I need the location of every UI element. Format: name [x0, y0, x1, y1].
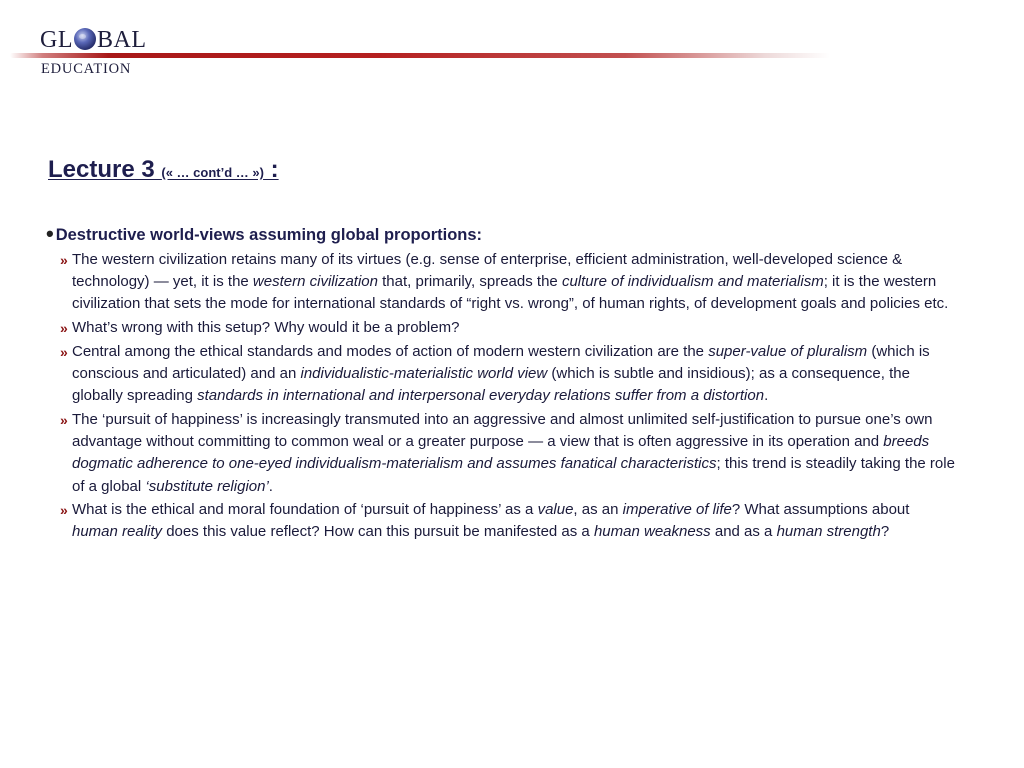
section-heading: [46, 221, 482, 247]
text-run: What is the ethical and moral foundation of ‘pursuit of happiness’ as a: [72, 501, 538, 519]
bullet-item: [60, 341, 1004, 408]
bullet-text: [72, 409, 1004, 498]
bullet-item: [60, 499, 1004, 543]
text-run: (which is: [867, 342, 930, 360]
logo-word-left: GL: [40, 27, 73, 53]
text-run: ; this trend is steadily taking the role: [716, 455, 955, 473]
header-divider: [10, 53, 830, 58]
raquo-icon: »: [60, 502, 68, 519]
raquo-icon: »: [60, 343, 68, 360]
text-run: ; it is the western: [823, 273, 937, 291]
text-line: [72, 341, 1004, 363]
text-line: [72, 431, 1004, 453]
italic-run: breeds: [883, 433, 930, 451]
bullet-text: [72, 499, 1004, 543]
bullet-text: [72, 317, 1004, 339]
bullet-item: [60, 317, 1004, 339]
bullet-item: [60, 409, 1004, 498]
text-run: globally spreading: [72, 387, 198, 405]
italic-run: western civilization: [252, 273, 378, 291]
text-run: Central among the ethical standards and modes of action of modern western civilization are the: [72, 342, 709, 360]
bullet-text: [72, 341, 1004, 408]
text-run: conscious and articulated) and an: [72, 365, 301, 383]
italic-run: individualistic-materialistic world view: [300, 365, 548, 383]
logo-word-right: BAL: [97, 27, 147, 53]
text-run: does this value reflect? How can this pursuit be manifested as a: [162, 523, 594, 541]
italic-run: human strength: [776, 523, 881, 541]
section-heading-text: Destructive world-views assuming global proportions:: [55, 226, 483, 244]
raquo-icon: »: [60, 320, 68, 337]
text-line: [72, 409, 1004, 431]
title-colon: :: [263, 156, 279, 183]
text-run: .: [764, 387, 769, 405]
text-run: ?: [880, 523, 890, 541]
raquo-icon: »: [60, 411, 68, 428]
raquo-icon: »: [60, 252, 68, 268]
text-run: .: [268, 477, 273, 495]
italic-run: human weakness: [593, 523, 711, 541]
text-line: [72, 521, 1004, 543]
text-run: technology) — yet, it is the: [72, 273, 253, 291]
text-line: [72, 476, 1004, 498]
italic-run: value: [537, 501, 574, 519]
title-subtitle: (« … cont’d … »): [161, 165, 264, 180]
slide-title: [48, 156, 279, 184]
text-line: [72, 363, 1004, 385]
bullet-icon: •: [46, 221, 54, 246]
italic-run: super-value of pluralism: [708, 342, 868, 360]
text-line: [72, 249, 1004, 271]
italic-run: culture of individualism and materialism: [561, 273, 824, 291]
text-run: ? What assumptions about: [731, 501, 910, 519]
text-line: [72, 271, 1004, 293]
bullet-item: [60, 249, 1004, 316]
text-run: and as a: [710, 523, 777, 541]
italic-run: ‘substitute religion’: [145, 477, 269, 495]
text-run: (which is subtle and insidious); as a consequence, the: [547, 365, 910, 383]
italic-run: human reality: [72, 523, 163, 541]
text-run: The western civilization retains many of its virtues (e.g. sense of enterprise, efficient administration, well-developed science &: [72, 251, 903, 268]
text-run: advantage without committing to common weal or a greater purpose — a view that is often aggressive in its operation and: [72, 433, 884, 451]
logo-wordmark: [40, 27, 147, 53]
text-line: [72, 385, 1004, 407]
text-run: civilization that sets the mode for international standards of “right vs. wrong”, of human rights, of development goals and policies etc.: [72, 295, 949, 313]
text-run: The ‘pursuit of happiness’ is increasingly transmuted into an aggressive and almost unlimited self-justification to pursue one’s own: [72, 410, 933, 428]
italic-run: imperative of life: [622, 501, 732, 519]
text-run: of a global: [72, 477, 146, 495]
bullet-list: [60, 249, 1004, 545]
text-line: [72, 453, 1004, 475]
text-run: that, primarily, spreads the: [377, 273, 562, 291]
globe-icon: [74, 28, 96, 50]
text-line: [72, 293, 1004, 315]
title-main: Lecture 3: [48, 156, 162, 183]
bullet-text: [72, 249, 1004, 316]
text-line: [72, 499, 1004, 521]
italic-run: standards in international and interpersonal everyday relations suffer from a distortion: [197, 387, 765, 405]
text-run: What’s wrong with this setup? Why would it be a problem?: [72, 319, 460, 337]
text-line: [72, 317, 1004, 339]
italic-run: dogmatic adherence to one-eyed individualism-materialism and assumes fanatical characteristics: [72, 455, 717, 473]
logo-subtitle: EDUCATION: [41, 61, 132, 77]
text-run: , as an: [573, 501, 623, 519]
